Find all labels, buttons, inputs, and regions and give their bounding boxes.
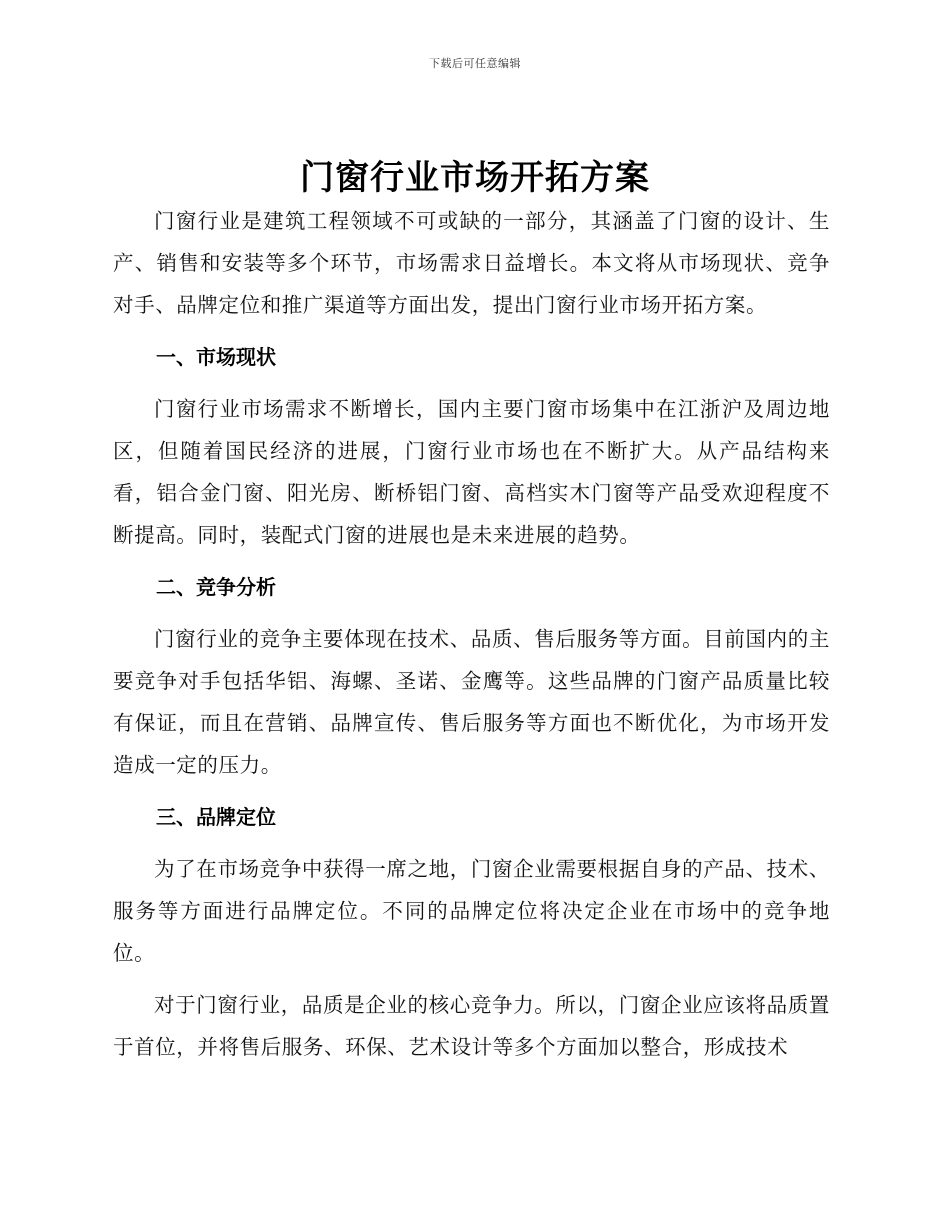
section-heading: 三、品牌定位 <box>156 805 276 829</box>
section-brand-positioning <box>113 796 830 1068</box>
intro-paragraph: 门窗行业是建筑工程领域不可或缺的一部分，其涵盖了门窗的设计、生产、销售和安装等多个环节，市场需求日益增长。本文将从市场现状、竞争对手、品牌定位和推广渠道等方面出发，提出门窗行业市场开拓方案。 <box>113 209 830 317</box>
section-paragraph: 为了在市场竞争中获得一席之地，门窗企业需要根据自身的产品、技术、服务等方面进行品牌定位。不同的品牌定位将决定企业在市场中的竞争地位。 <box>113 857 830 965</box>
section-heading: 二、竞争分析 <box>156 575 276 599</box>
section-heading: 一、市场现状 <box>156 345 276 369</box>
document-title: 门窗行业市场开拓方案 <box>300 158 650 198</box>
section-competition-analysis <box>113 566 830 786</box>
document-body <box>113 200 830 1068</box>
section-paragraph: 门窗行业市场需求不断增长，国内主要门窗市场集中在江浙沪及周边地区，但随着国民经济的进展，门窗行业市场也在不断扩大。从产品结构来看，铝合金门窗、阳光房、断桥铝门窗、高档实木门窗等产品受欢迎程度不断提高。同时，装配式门窗的进展也是未来进展的趋势。 <box>113 397 830 547</box>
header-note: 下载后可任意编辑 <box>429 57 521 70</box>
section-paragraph: 对于门窗行业，品质是企业的核心竞争力。所以，门窗企业应该将品质置于首位，并将售后服务、环保、艺术设计等多个方面加以整合，形成技术 <box>113 993 830 1059</box>
section-paragraph: 门窗行业的竞争主要体现在技术、品质、售后服务等方面。目前国内的主要竞争对手包括华铝、海螺、圣诺、金鹰等。这些品牌的门窗产品质量比较有保证，而且在营销、品牌宣传、售后服务等方面也不断优化，为市场开发造成一定的压力。 <box>113 627 830 777</box>
section-market-status <box>113 336 830 556</box>
